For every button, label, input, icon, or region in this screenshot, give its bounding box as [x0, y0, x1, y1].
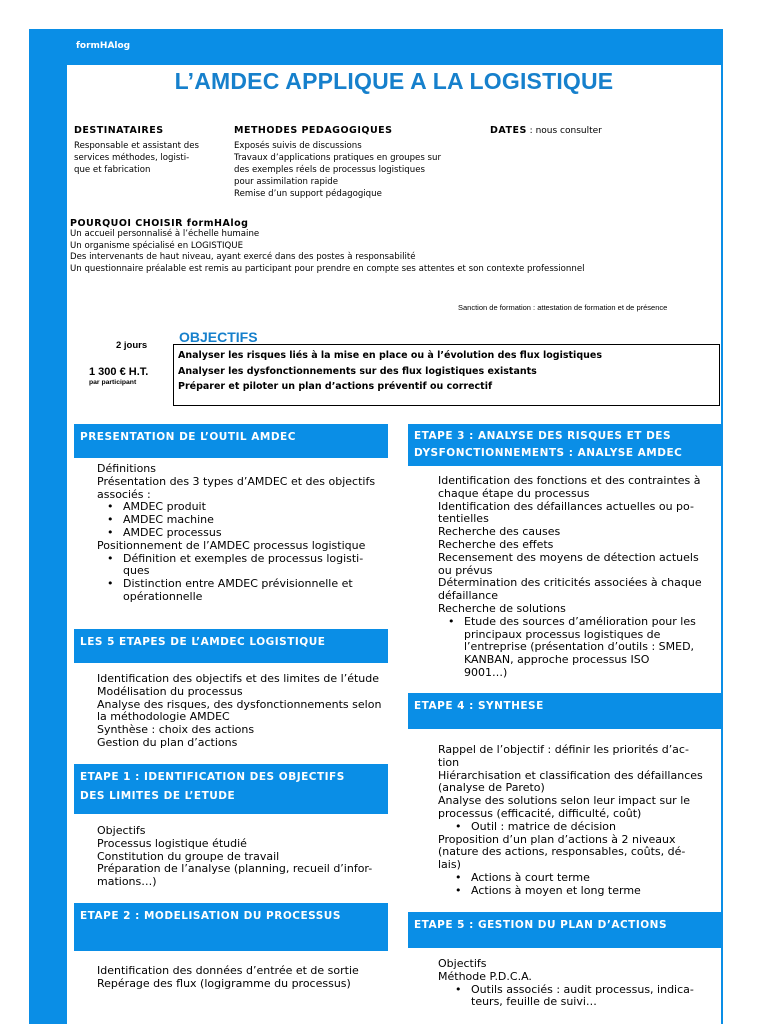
section-bar-etape1	[74, 764, 388, 814]
text-line: ou prévus	[438, 563, 493, 577]
text-line: Méthode P.D.C.A.	[438, 969, 532, 983]
text-line: que et fabrication	[74, 165, 151, 175]
text-line: Un organisme spécialisé en LOGISTIQUE	[70, 240, 244, 251]
text-line: Proposition d’un plan d’actions à 2 niveaux	[438, 832, 676, 846]
list-item: • Actions à court terme	[438, 872, 722, 885]
list-item: • Définition et exemples de processus logisti- ques	[97, 553, 397, 579]
pourquoi-block	[70, 218, 585, 275]
methodes-block	[234, 125, 441, 200]
text-line: Identification des défaillances actuelles ou po-	[438, 499, 694, 513]
section-etape2-content	[97, 965, 397, 991]
page-title: L’AMDEC APPLIQUE A LA LOGISTIQUE	[174, 68, 614, 94]
text-line: Détermination des criticités associées à chaque	[438, 576, 702, 590]
text-line: Objectifs	[438, 957, 487, 970]
text-line: Identification des objectifs et des limites de l’étude	[97, 672, 379, 685]
section-bar-etape3	[408, 424, 722, 466]
text-line: Recensement des moyens de détection actuels	[438, 550, 699, 564]
text-line: Objectifs	[97, 824, 146, 837]
text-line: Rappel de l’objectif : définir les priorités d’ac-	[438, 743, 689, 756]
text-line: Recherche de solutions	[438, 601, 566, 615]
text-line: Recherche des effets	[438, 537, 554, 551]
objectif-item: Analyser les dysfonctionnements sur des flux logistiques existants	[178, 365, 537, 377]
text-line: Processus logistique étudié	[97, 836, 247, 850]
text-line: Responsable et assistant des	[74, 141, 199, 151]
list-item: • Distinction entre AMDEC prévisionnelle et opérationnelle	[97, 578, 397, 604]
objectifs-heading: OBJECTIFS	[179, 329, 258, 345]
text-line: Définitions	[97, 462, 156, 475]
destinataires-heading: DESTINATAIRES	[74, 125, 164, 136]
text-line: Gestion du plan d’actions	[97, 735, 238, 749]
text-line: tion	[438, 755, 460, 769]
list-item: • AMDEC processus	[97, 527, 397, 540]
section-etape4-content	[438, 744, 722, 898]
section-etape3-content	[438, 475, 722, 680]
text-line: mations…)	[97, 875, 157, 889]
text-line: Des intervenants de haut niveau, ayant exercé dans des postes à responsabilité	[70, 252, 416, 263]
section-etape1-content	[97, 825, 397, 889]
text-line: lais)	[438, 858, 461, 872]
section-title: ETAPE 1 : IDENTIFICATION DES OBJECTIFS	[80, 771, 345, 783]
text-line: tentielles	[438, 512, 489, 526]
section-presentation-content	[97, 463, 397, 604]
section-bar-etape2	[74, 903, 388, 951]
section-etapes5-content	[97, 673, 397, 750]
methodes-heading: METHODES PEDAGOGIQUES	[234, 125, 393, 136]
text-line: Remise d’un support pédagogique	[234, 189, 382, 199]
section-title: ETAPE 2 : MODELISATION DU PROCESSUS	[80, 910, 341, 922]
text-line: Constitution du groupe de travail	[97, 849, 280, 863]
list-item: • AMDEC produit	[97, 501, 397, 514]
text-line: chaque étape du processus	[438, 486, 590, 500]
list-item: • AMDEC machine	[97, 514, 397, 527]
text-line: pour assimilation rapide	[234, 177, 339, 187]
text-line: Positionnement de l’AMDEC processus logistique	[97, 538, 366, 552]
text-line: services méthodes, logisti-	[74, 153, 190, 163]
list-item: • Actions à moyen et long terme	[438, 885, 722, 898]
text-line: (nature des actions, responsables, coûts, dé-	[438, 845, 686, 859]
text-line: Hiérarchisation et classification des défaillances	[438, 768, 703, 782]
text-line: Préparation de l’analyse (planning, recueil d’infor-	[97, 862, 373, 876]
list-item: • Outils associés : audit processus, indica- teurs, feuille de suivi…	[438, 984, 722, 1010]
per-participant-text: par participant	[89, 379, 137, 386]
section-bar-etape5	[408, 912, 722, 948]
text-line: des exemples réels de processus logistiques	[234, 165, 425, 175]
dates-text: : nous consulter	[526, 126, 602, 136]
objectif-item: Préparer et piloter un plan d’actions préventif ou correctif	[178, 381, 493, 392]
pourquoi-heading: POURQUOI CHOISIR formHAlog	[70, 218, 249, 229]
section-bar-etapes5	[74, 629, 388, 663]
price-text: 1 300 € H.T.	[89, 366, 149, 378]
dates-heading: DATES	[490, 125, 527, 136]
section-title: DYSFONCTIONNEMENTS : ANALYSE AMDEC	[414, 447, 683, 459]
text-line: Exposés suivis de discussions	[234, 141, 362, 151]
text-line: associés :	[97, 487, 151, 501]
text-line: Analyse des solutions selon leur impact sur le	[438, 794, 691, 808]
section-title: LES 5 ETAPES DE L’AMDEC LOGISTIQUE	[80, 636, 326, 648]
objectifs-box	[173, 344, 720, 406]
text-line: Un accueil personnalisé à l’échelle humaine	[70, 229, 260, 239]
list-item: • Etude des sources d’amélioration pour les principaux processus logistiques de l’entreprise (présentation d’outils : SMED, KANBAN, approche processus ISO 9001…)	[438, 616, 722, 680]
text-line: Synthèse : choix des actions	[97, 723, 255, 737]
text-line: Modélisation du processus	[97, 684, 243, 698]
section-title: DES LIMITES DE L’ETUDE	[80, 790, 236, 802]
section-bar-presentation	[74, 424, 388, 458]
section-title: ETAPE 4 : SYNTHESE	[414, 700, 544, 712]
text-line: processus (efficacité, difficulté, coût)	[438, 806, 642, 820]
duration-text: 2 jours	[116, 340, 148, 351]
text-line: Présentation des 3 types d’AMDEC et des objectifs	[97, 474, 376, 488]
destinataires-block	[74, 125, 199, 176]
text-line: Recherche des causes	[438, 525, 561, 539]
text-line: (analyse de Pareto)	[438, 781, 545, 795]
text-line: Un questionnaire préalable est remis au participant pour prendre en compte ses attentes et son contexte professionnel	[70, 263, 585, 274]
text-line: Repérage des flux (logigramme du processus)	[97, 976, 351, 990]
section-title: ETAPE 3 : ANALYSE DES RISQUES ET DES	[414, 430, 672, 442]
text-line: Identification des fonctions et des contraintes à	[438, 474, 701, 487]
section-title: ETAPE 5 : GESTION DU PLAN D’ACTIONS	[414, 919, 668, 931]
text-line: défaillance	[438, 589, 499, 603]
brand-logo-text: formHAlog	[76, 41, 131, 51]
dates-block	[490, 125, 602, 136]
text-line: Identification des données d’entrée et de sortie	[97, 964, 359, 977]
sanction-text: Sanction de formation : attestation de formation et de présence	[458, 303, 668, 312]
section-etape5-content	[438, 958, 722, 1009]
objectif-item: Analyser les risques liés à la mise en place ou à l’évolution des flux logistiques	[178, 350, 602, 361]
text-line: Analyse des risques, des dysfonctionnements selon	[97, 697, 382, 711]
text-line: la méthodologie AMDEC	[97, 710, 230, 724]
text-line: Travaux d’applications pratiques en groupes sur	[234, 153, 441, 163]
section-title: PRESENTATION DE L’OUTIL AMDEC	[80, 431, 296, 443]
list-item: • Outil : matrice de décision	[438, 821, 722, 834]
section-bar-etape4	[408, 693, 722, 729]
